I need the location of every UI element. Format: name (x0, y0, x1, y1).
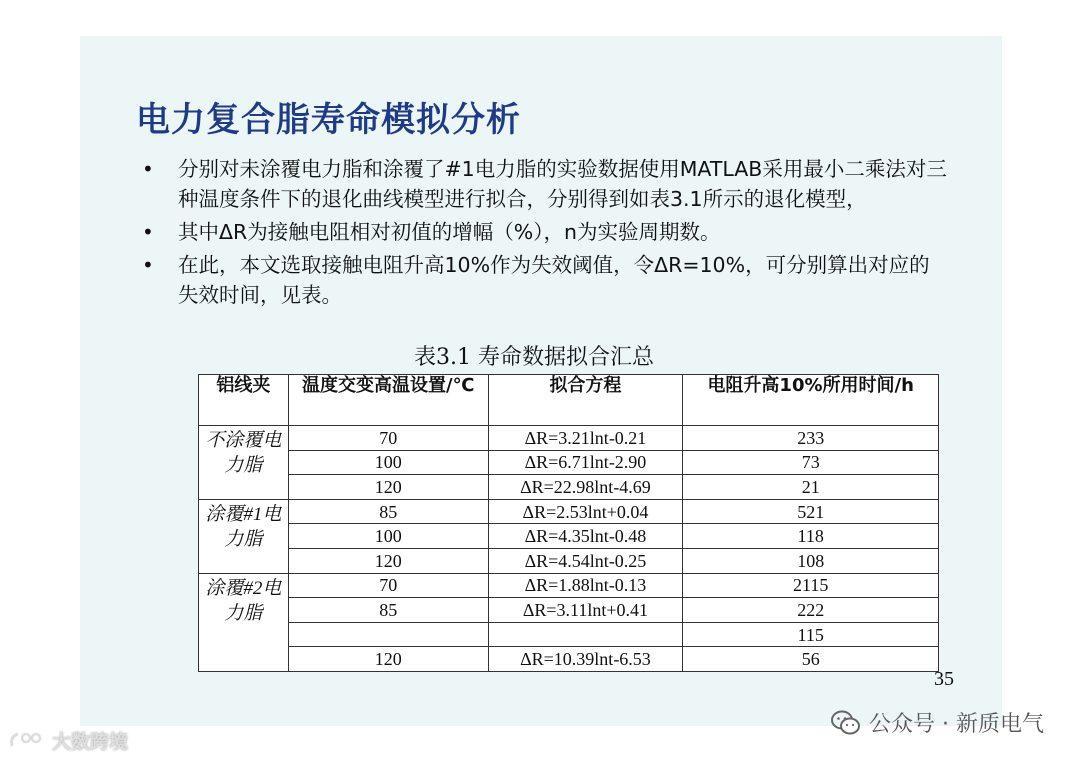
cell-time: 118 (683, 524, 939, 549)
cell-equation: ΔR=2.53lnt+0.04 (488, 499, 683, 524)
corner-watermark (8, 727, 128, 754)
slide-title: 电力复合脂寿命模拟分析 (136, 100, 521, 140)
group-label: 涂覆#2电力脂 (199, 573, 289, 671)
cell-time: 73 (683, 450, 939, 475)
cell-temperature: 85 (288, 598, 488, 623)
table-row (199, 622, 939, 647)
wechat-account-name: 公众号 · 新质电气 (869, 712, 1044, 737)
cell-time: 521 (683, 499, 939, 524)
cell-equation: ΔR=10.39lnt-6.53 (488, 647, 683, 672)
cell-equation: ΔR=3.21lnt-0.21 (488, 426, 683, 451)
bullet-item (138, 250, 948, 310)
group-label: 涂覆#1电力脂 (199, 499, 289, 573)
bullet-item (138, 217, 948, 247)
cell-time: 56 (683, 647, 939, 672)
bullet-text: 在此，本文选取接触电阻升高10%作为失效阈值，令ΔR=10%，可分别算出对应的失效时间，见表。 (178, 253, 930, 307)
cell-equation (488, 622, 683, 647)
header-temperature: 温度交变高温设置/℃ (288, 375, 488, 426)
cell-time: 233 (683, 426, 939, 451)
header-time: 电阻升高10%所用时间/h (683, 375, 939, 426)
bullet-dot: • (142, 253, 154, 277)
brand-logo-icon (8, 730, 48, 752)
bullet-text: 分别对未涂覆电力脂和涂覆了#1电力脂的实验数据使用MATLAB采用最小二乘法对三种温度条件下的退化曲线模型进行拟合，分别得到如表3.1所示的退化模型， (178, 157, 947, 211)
cell-time: 115 (683, 622, 939, 647)
slide (80, 36, 1002, 726)
cell-temperature: 85 (288, 499, 488, 524)
header-equation: 拟合方程 (488, 375, 683, 426)
table-caption: 表3.1 寿命数据拟合汇总 (414, 345, 654, 370)
table-row (199, 548, 939, 573)
table-row (199, 450, 939, 475)
cell-equation: ΔR=1.88lnt-0.13 (488, 573, 683, 598)
cell-temperature: 70 (288, 573, 488, 598)
cell-temperature: 120 (288, 647, 488, 672)
cell-equation: ΔR=4.35lnt-0.48 (488, 524, 683, 549)
cell-equation: ΔR=22.98lnt-4.69 (488, 475, 683, 500)
corner-watermark-text: 大数跨境 (52, 731, 129, 753)
table-row (199, 524, 939, 549)
bullet-dot: • (142, 157, 154, 181)
wechat-icon (831, 710, 861, 736)
header-clamp: 铝线夹 (199, 375, 289, 426)
cell-temperature: 120 (288, 548, 488, 573)
cell-temperature: 120 (288, 475, 488, 500)
table-header-row (199, 375, 939, 426)
bullet-list (138, 154, 948, 313)
cell-time: 2115 (683, 573, 939, 598)
cell-temperature: 100 (288, 450, 488, 475)
table-row (199, 475, 939, 500)
life-data-table (198, 374, 939, 672)
cell-time: 21 (683, 475, 939, 500)
table-row (199, 573, 939, 598)
group-label: 不涂覆电力脂 (199, 426, 289, 500)
page-number: 35 (934, 668, 954, 690)
cell-time: 108 (683, 548, 939, 573)
cell-temperature: 70 (288, 426, 488, 451)
cell-time: 222 (683, 598, 939, 623)
cell-equation: ΔR=3.11lnt+0.41 (488, 598, 683, 623)
bullet-text: 其中ΔR为接触电阻相对初值的增幅（%），n为实验周期数。 (178, 220, 721, 244)
table-row (199, 426, 939, 451)
table-row (199, 499, 939, 524)
cell-equation: ΔR=6.71lnt-2.90 (488, 450, 683, 475)
bullet-item (138, 154, 948, 214)
cell-temperature (288, 622, 488, 647)
table-row (199, 647, 939, 672)
cell-equation: ΔR=4.54lnt-0.25 (488, 548, 683, 573)
cell-temperature: 100 (288, 524, 488, 549)
bullet-dot: • (142, 220, 154, 244)
table-row (199, 598, 939, 623)
wechat-watermark (831, 707, 1044, 738)
